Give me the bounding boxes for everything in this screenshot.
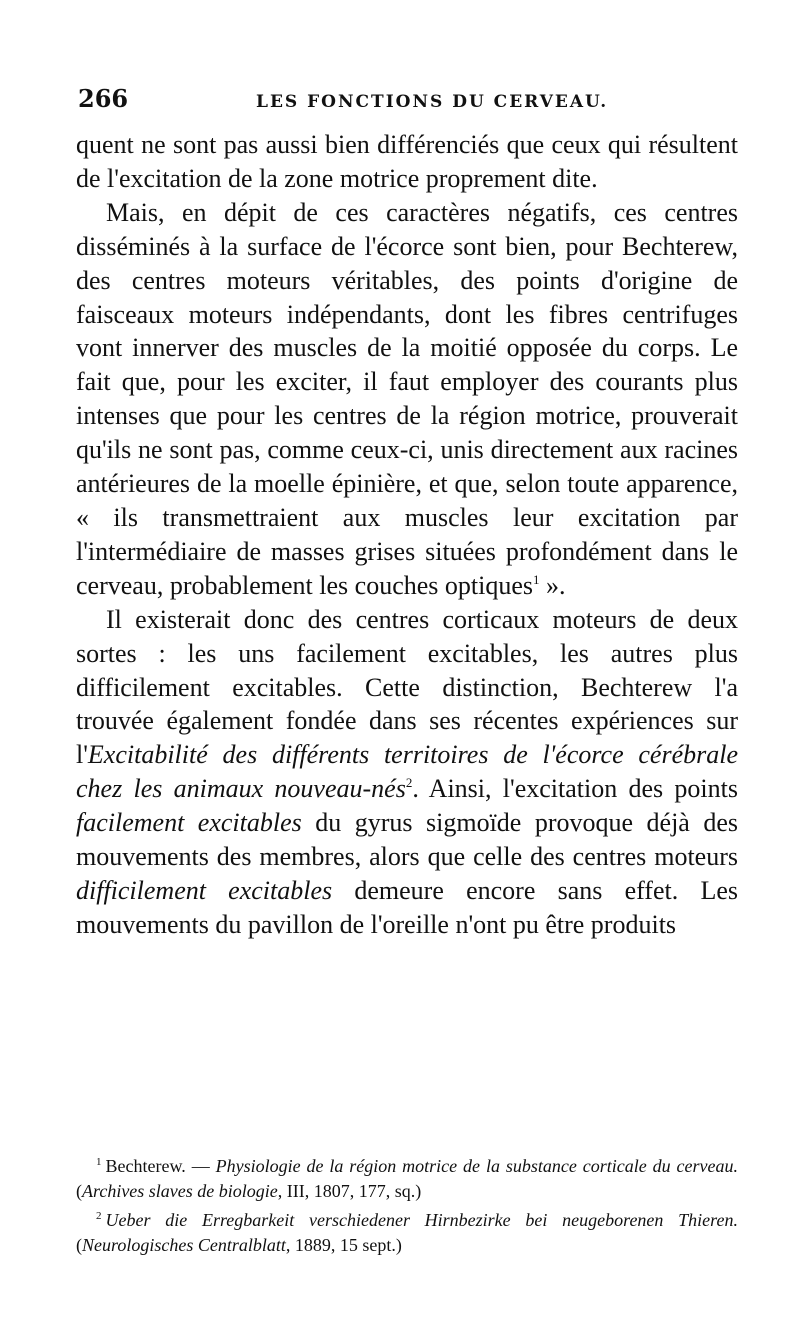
footnote-1-open: ( (76, 1181, 82, 1201)
running-title: LES FONCTIONS DU CERVEAU. (256, 92, 609, 112)
footnotes (76, 1150, 738, 1258)
footnote-2-mark: 2 (96, 1210, 102, 1222)
paragraph-3-text-b: . Ainsi, l'excitation des points (412, 774, 738, 804)
footnote-ref-2[interactable]: 2 (405, 775, 413, 791)
footnote-1-mark: 1 (96, 1156, 102, 1168)
main-text (76, 128, 738, 942)
footnote-2-open: ( (76, 1235, 82, 1255)
paragraph-3-text-d: demeure encore sans effet. Les mouvements du pavillon de l'oreille n'ont pu être produits (76, 875, 738, 939)
footnote-2 (76, 1204, 738, 1258)
footnote-1-author: Bechterew. — (105, 1156, 216, 1176)
page-header (78, 84, 738, 124)
footnote-2-source: Neurologisches Centralblatt (82, 1235, 286, 1255)
footnote-1 (76, 1150, 738, 1204)
paragraph-3 (76, 603, 738, 942)
paragraph-3-text-a: Il existerait donc des centres corticaux moteurs de deux sortes : les uns facilement excitables, les autres plus difficilement excitables. Cette distinction, Bechterew l'a trouvée également fondée dans ses récentes expériences sur l' (76, 604, 738, 770)
paragraph-2-text: Mais, en dépit de ces caractères négatifs, ces centres disséminés à la surface de l'écorce sont bien, pour Bechterew, des centres moteurs véritables, des points d'origine de faisceaux moteurs indépendants, dont les fibres centrifuges vont innerver des muscles de la moitié opposée du corps. Le fait que, pour les exciter, il faut employer des courants plus intenses que pour les centres de la région motrice, prouverait qu'ils ne sont pas, comme ceux-ci, unis directement aux racines antérieures de la moelle épinière, et que, selon toute apparence, « ils transmettraient aux muscles leur excitation par l'intermédiaire de masses grises situées profondément dans le cerveau, probablement les couches optiques (76, 197, 738, 600)
paragraph-3-italic-easy: facilement excitables (76, 808, 302, 838)
paragraph-1-text: quent ne sont pas aussi bien différenciés que ceux qui résultent de l'excitation de la zone motrice proprement dite. (76, 130, 738, 193)
paragraph-2 (76, 196, 738, 603)
paragraph-3-text-c: du gyrus sigmoïde provoque déjà des mouvements des membres, alors que celle des centres moteurs (76, 808, 739, 872)
paragraph-1 (76, 128, 738, 196)
paragraph-3-italic-hard: difficilement excitables (76, 875, 333, 905)
paragraph-3-title-italic: Excitabilité des différents territoires de l'écorce cérébrale chez les animaux nouveau-nés (76, 740, 738, 804)
footnote-2-title: Ueber die Erregbarkeit verschiedener Hirnbezirke bei neugeborenen Thieren. (105, 1210, 738, 1230)
footnote-ref-1[interactable]: 1 (533, 571, 540, 587)
page-number: 266 (78, 84, 129, 113)
footnote-1-source: Archives slaves de biologie (82, 1181, 278, 1201)
footnote-1-title: Physiologie de la région motrice de la substance corticale du cerveau. (215, 1156, 738, 1176)
footnote-2-rest: , 1889, 15 sept.) (285, 1235, 402, 1255)
paragraph-2-closing: ». (539, 570, 566, 600)
footnote-1-rest: , III, 1807, 177, sq.) (277, 1181, 422, 1201)
